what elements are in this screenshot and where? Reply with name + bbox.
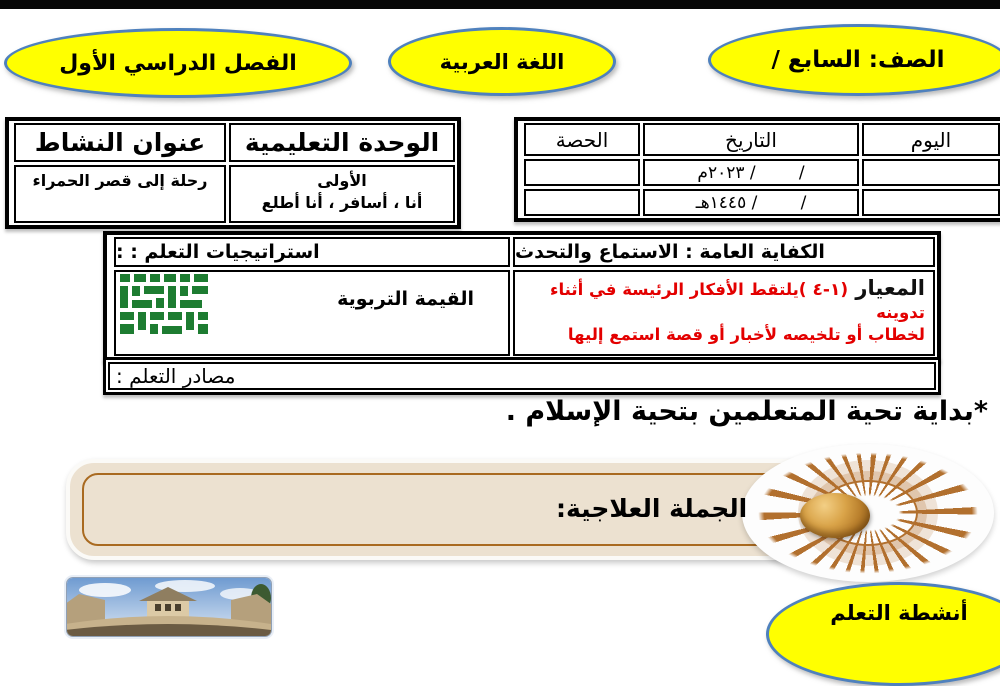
- semester-badge-label: الفصل الدراسي الأول: [59, 50, 297, 76]
- gold-sphere-icon: [800, 493, 870, 538]
- remedial-sentence-label: الجملة العلاجية:: [556, 494, 748, 523]
- standard-number: ( ١-٤): [798, 280, 849, 300]
- educational-value-label: القيمة التربوية: [337, 288, 474, 310]
- unit-value-cell: [229, 165, 455, 223]
- schedule-period-cell-empty: [524, 159, 640, 186]
- schedule-col-date: التاريخ: [643, 123, 859, 156]
- standard-text-line1: يلتقط الأفكار الرئيسة في أثناء تدوينه: [550, 280, 925, 323]
- class-badge: [708, 24, 1000, 96]
- learning-strategies: استراتيجيات التعلم : :: [114, 237, 510, 267]
- schedule-period-cell-empty: [524, 189, 640, 216]
- general-competency: الكفاية العامة : الاستماع والتحدث: [513, 237, 935, 267]
- schedule-day-cell-empty: [862, 159, 1000, 186]
- alhambra-photo-illustration: [66, 578, 271, 637]
- activity-title-value: رحلة إلى قصر الحمراء: [14, 165, 226, 223]
- schedule-col-day: اليوم: [862, 123, 1000, 156]
- standard-cell: [513, 270, 935, 356]
- schedule-date-ah: / / ١٤٤٥هـ: [643, 189, 859, 216]
- semester-badge: [4, 28, 352, 98]
- square-kufic-calligraphy-icon: [118, 272, 210, 338]
- competency-table: [103, 231, 941, 362]
- greeting-note: *بداية تحية المتعلمين بتحية الإسلام .: [505, 396, 988, 427]
- schedule-day-cell-empty: [862, 189, 1000, 216]
- educational-value-cell: [114, 270, 510, 356]
- top-border-bar: [0, 0, 1000, 9]
- activities-badge: [766, 582, 1000, 686]
- activity-title-header: عنوان النشاط: [14, 123, 226, 162]
- unit-number: الأولى: [317, 171, 367, 190]
- subject-badge: [388, 27, 616, 96]
- standard-label: المعيار: [848, 276, 925, 300]
- resources-table: [103, 357, 941, 395]
- standard-text-line2: لخطاب أو تلخيصه لأخبار أو قصة استمع إليها: [567, 325, 925, 345]
- subject-badge-label: اللغة العربية: [439, 49, 565, 74]
- unit-name: أنا ، أسافر ، أنا أطلع: [261, 192, 423, 212]
- resources-label: مصادر التعلم :: [108, 362, 936, 390]
- class-badge-label: الصف: السابع /: [771, 47, 945, 73]
- schedule-table: [514, 117, 1000, 222]
- unit-header: الوحدة التعليمية: [229, 123, 455, 162]
- schedule-col-period: الحصة: [524, 123, 640, 156]
- activities-badge-label: أنشطة التعلم: [830, 601, 968, 625]
- unit-table: [5, 117, 461, 229]
- alhambra-palace-photo: [66, 577, 272, 637]
- schedule-date-ad: / / ٢٠٢٣م: [643, 159, 859, 186]
